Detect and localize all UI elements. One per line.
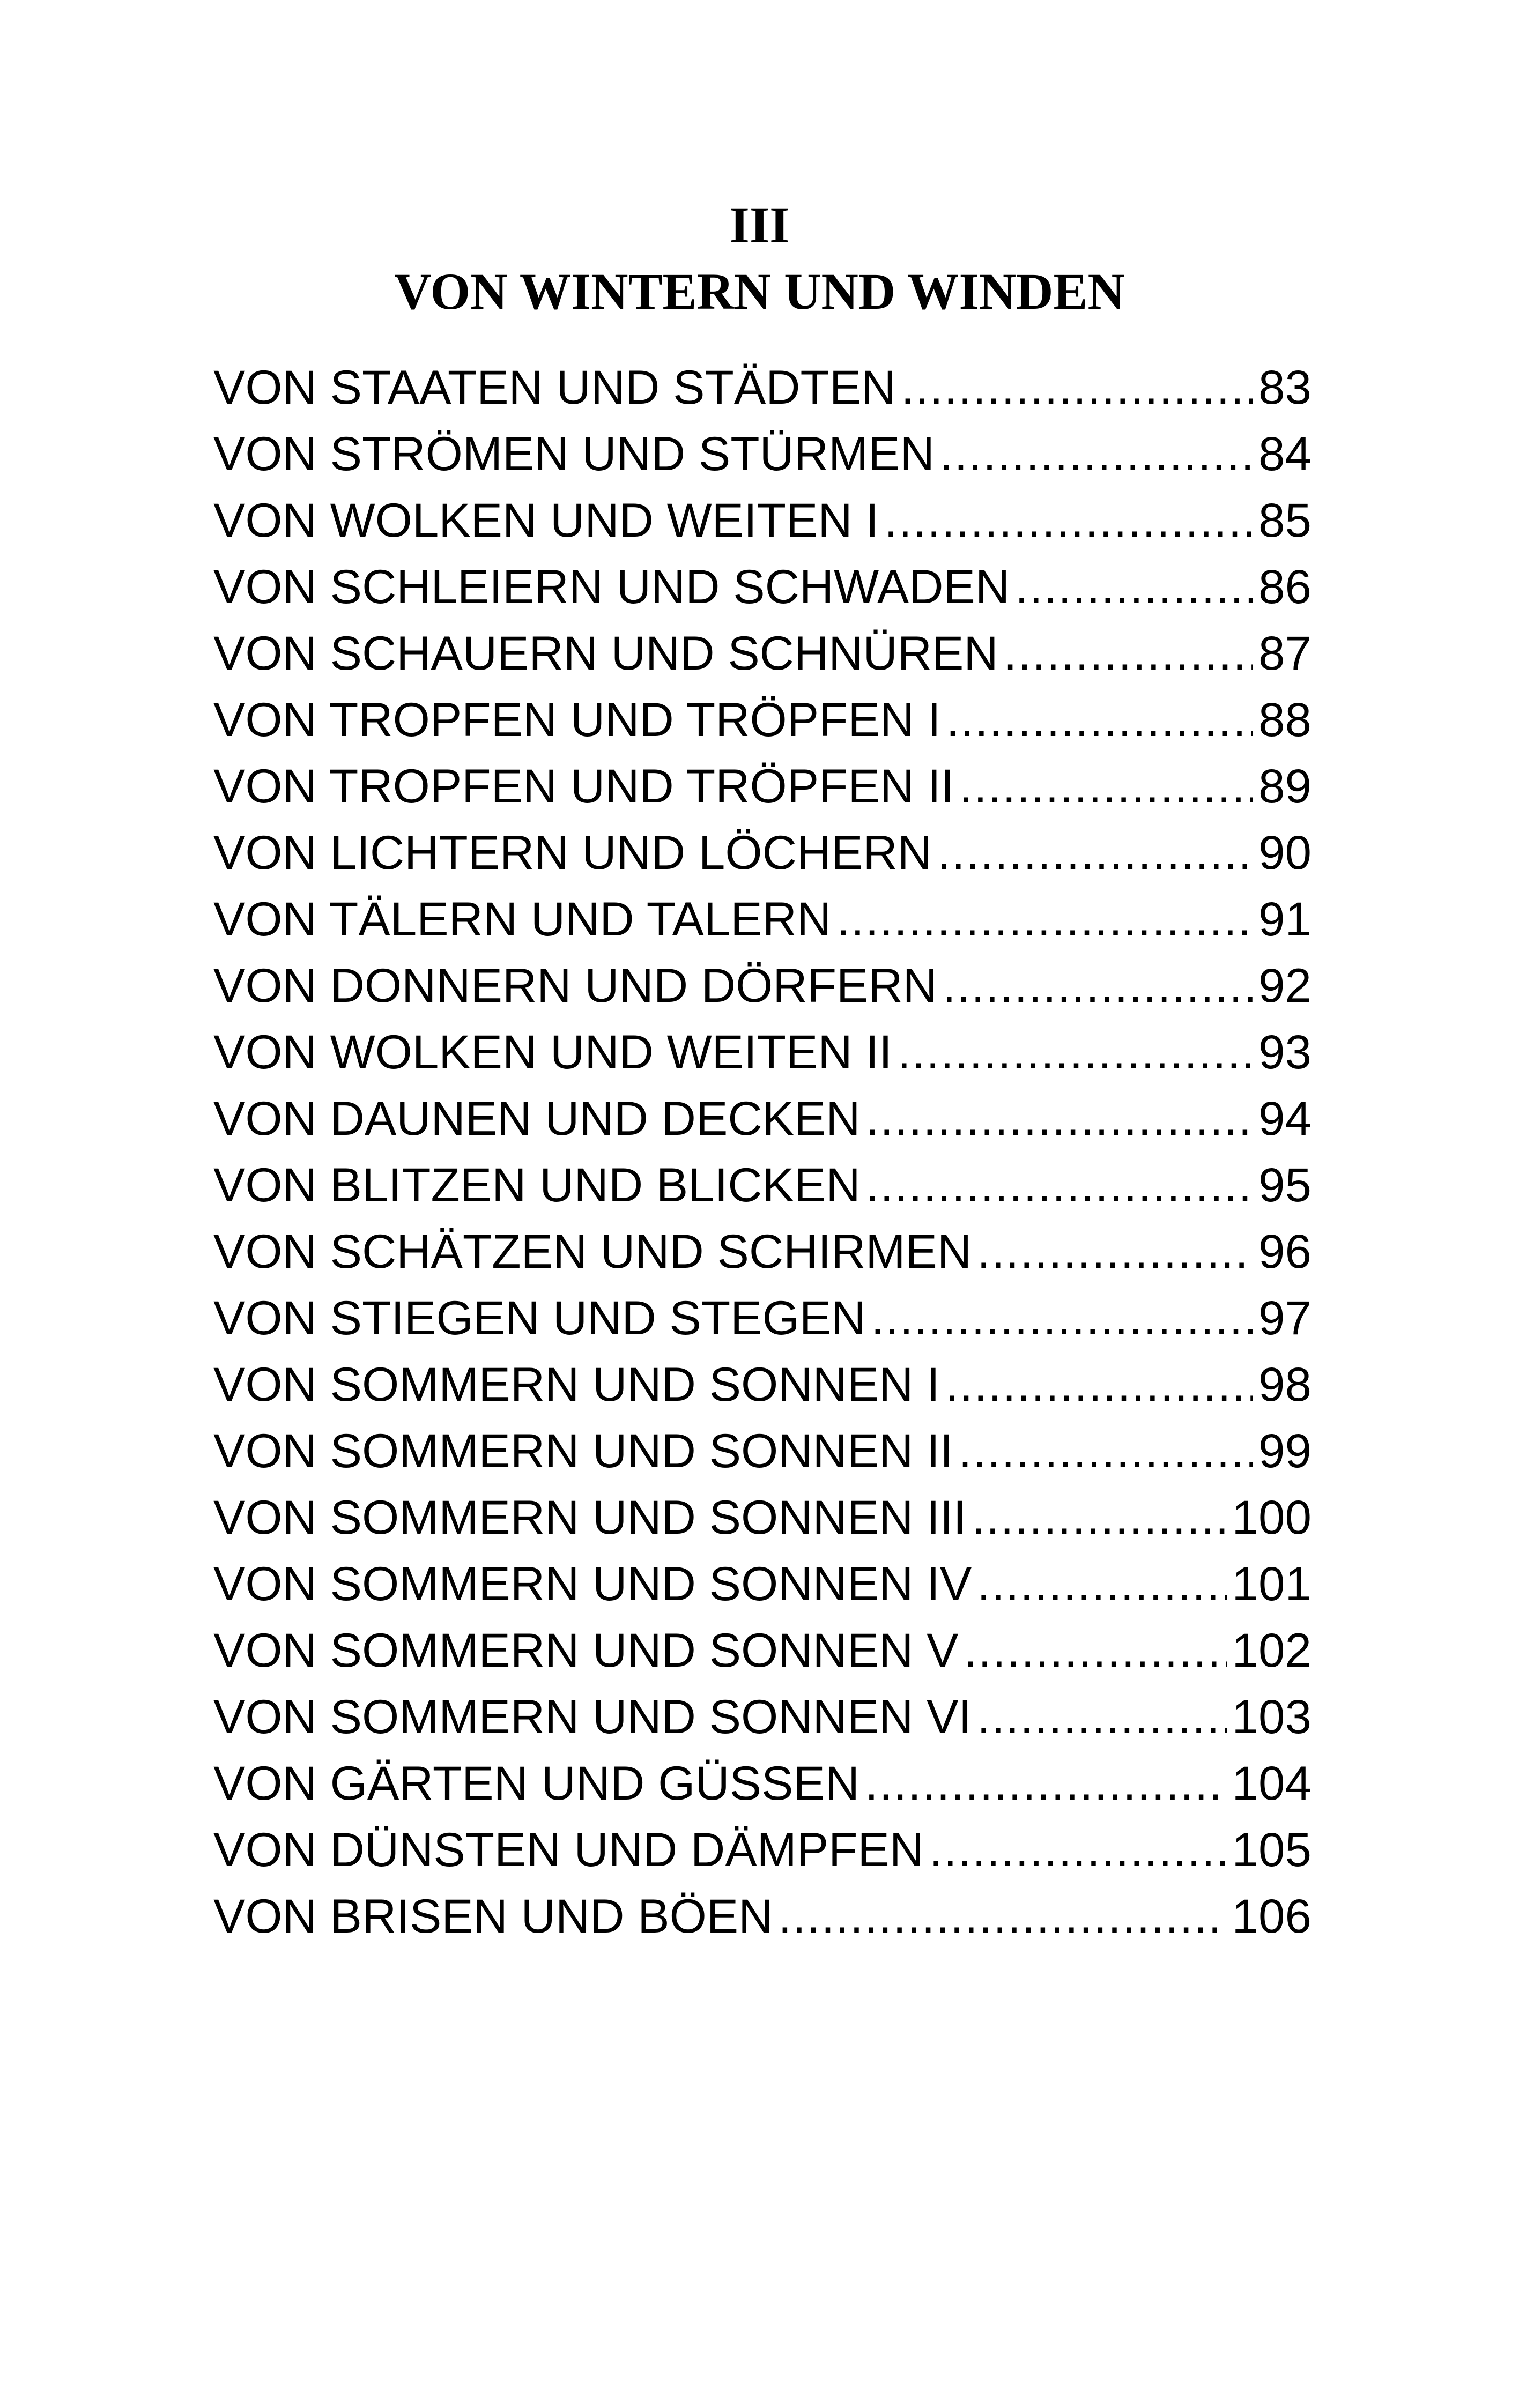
toc-entry-page: 96 bbox=[1258, 1224, 1311, 1278]
toc-entry-title: VON WOLKEN UND WEITEN II bbox=[213, 1025, 892, 1079]
toc-entry-page: 92 bbox=[1258, 958, 1311, 1012]
toc-entry-title: VON TROPFEN UND TRÖPFEN I bbox=[213, 693, 941, 746]
toc-entry bbox=[213, 1883, 1311, 1949]
toc-dot-leader bbox=[866, 1151, 1253, 1218]
toc-dot-leader bbox=[946, 686, 1253, 753]
toc-entry bbox=[213, 1750, 1311, 1816]
toc-dot-leader bbox=[1004, 620, 1253, 686]
toc-dot-leader bbox=[884, 487, 1253, 553]
toc-entry bbox=[213, 1417, 1311, 1484]
toc-dot-leader bbox=[937, 819, 1253, 886]
toc-entry bbox=[213, 1617, 1311, 1683]
toc-dot-leader bbox=[959, 1417, 1253, 1484]
toc-entry bbox=[213, 819, 1311, 886]
toc-entry-page: 94 bbox=[1258, 1091, 1311, 1145]
toc-entry bbox=[213, 1019, 1311, 1085]
toc-entry-page: 95 bbox=[1258, 1158, 1311, 1212]
section-title: VON WINTERN UND WINDEN bbox=[394, 263, 1125, 320]
toc-entry-title: VON SCHÄTZEN UND SCHIRMEN bbox=[213, 1224, 972, 1278]
toc-entry bbox=[213, 753, 1311, 819]
toc-entry bbox=[213, 420, 1311, 487]
toc-entry-page: 103 bbox=[1232, 1690, 1311, 1743]
toc-entry-page: 100 bbox=[1232, 1490, 1311, 1544]
toc-dot-leader bbox=[898, 1019, 1253, 1085]
toc-entry-page: 91 bbox=[1258, 892, 1311, 946]
toc-entry-title: VON SCHLEIERN UND SCHWADEN bbox=[213, 560, 1010, 613]
toc-entry-page: 98 bbox=[1258, 1357, 1311, 1411]
toc-entry bbox=[213, 487, 1311, 553]
toc-dot-leader bbox=[945, 1351, 1253, 1417]
toc-entry-title: VON BLITZEN UND BLICKEN bbox=[213, 1158, 861, 1212]
toc-dot-leader bbox=[977, 1683, 1226, 1750]
toc-entry-title: VON STRÖMEN UND STÜRMEN bbox=[213, 427, 935, 480]
toc-entry-title: VON SOMMERN UND SONNEN II bbox=[213, 1424, 953, 1477]
toc-entry bbox=[213, 1218, 1311, 1284]
toc-dot-leader bbox=[959, 753, 1253, 819]
toc-entry bbox=[213, 686, 1311, 753]
toc-entry-title: VON SCHAUERN UND SCHNÜREN bbox=[213, 626, 998, 680]
toc-dot-leader bbox=[871, 1284, 1254, 1351]
toc-entry-title: VON WOLKEN UND WEITEN I bbox=[213, 493, 879, 547]
toc-dot-leader bbox=[964, 1617, 1227, 1683]
toc-dot-leader bbox=[977, 1550, 1226, 1617]
toc-dot-leader bbox=[943, 952, 1253, 1019]
toc-entry-title: VON DÜNSTEN UND DÄMPFEN bbox=[213, 1823, 924, 1876]
toc-entry-title: VON SOMMERN UND SONNEN V bbox=[213, 1623, 959, 1677]
toc-entry-page: 83 bbox=[1258, 360, 1311, 414]
toc-entry-page: 104 bbox=[1232, 1756, 1311, 1810]
toc-entry-title: VON LICHTERN UND LÖCHERN bbox=[213, 826, 932, 879]
toc-entry-title: VON TROPFEN UND TRÖPFEN II bbox=[213, 759, 954, 813]
toc-entry bbox=[213, 1151, 1311, 1218]
toc-entry bbox=[213, 620, 1311, 686]
toc-dot-leader bbox=[977, 1218, 1253, 1284]
toc-entry-page: 90 bbox=[1258, 826, 1311, 879]
toc-entry-title: VON STAATEN UND STÄDTEN bbox=[213, 360, 896, 414]
toc-entry-title: VON DONNERN UND DÖRFERN bbox=[213, 958, 937, 1012]
toc-entry bbox=[213, 1550, 1311, 1617]
toc-entry-title: VON SOMMERN UND SONNEN III bbox=[213, 1490, 967, 1544]
toc-entry bbox=[213, 1816, 1311, 1883]
toc-entry bbox=[213, 1484, 1311, 1550]
toc-entry-page: 89 bbox=[1258, 759, 1311, 813]
toc-entry-page: 99 bbox=[1258, 1424, 1311, 1477]
toc-dot-leader bbox=[940, 420, 1253, 487]
toc-dot-leader bbox=[866, 1085, 1253, 1151]
toc-entry-page: 106 bbox=[1232, 1889, 1311, 1943]
toc-entry-page: 102 bbox=[1232, 1623, 1311, 1677]
toc-entry bbox=[213, 354, 1311, 420]
toc-entry-page: 93 bbox=[1258, 1025, 1311, 1079]
toc-entry-page: 101 bbox=[1232, 1557, 1311, 1610]
toc-entry bbox=[213, 1085, 1311, 1151]
toc-dot-leader bbox=[972, 1484, 1226, 1550]
toc-entry-page: 97 bbox=[1258, 1291, 1311, 1344]
table-of-contents bbox=[213, 354, 1311, 1949]
toc-entry-title: VON SOMMERN UND SONNEN VI bbox=[213, 1690, 972, 1743]
toc-dot-leader bbox=[778, 1883, 1226, 1949]
section-number: III bbox=[729, 196, 790, 254]
toc-entry-page: 87 bbox=[1258, 626, 1311, 680]
toc-dot-leader bbox=[836, 886, 1253, 952]
toc-entry-page: 88 bbox=[1258, 693, 1311, 746]
toc-entry-title: VON GÄRTEN UND GÜSSEN bbox=[213, 1756, 859, 1810]
toc-entry-title: VON BRISEN UND BÖEN bbox=[213, 1889, 773, 1943]
toc-entry bbox=[213, 952, 1311, 1019]
toc-entry-title: VON STIEGEN UND STEGEN bbox=[213, 1291, 866, 1344]
toc-entry bbox=[213, 553, 1311, 620]
toc-entry-title: VON DAUNEN UND DECKEN bbox=[213, 1091, 861, 1145]
toc-dot-leader bbox=[929, 1816, 1226, 1883]
toc-entry-title: VON SOMMERN UND SONNEN I bbox=[213, 1357, 940, 1411]
toc-entry bbox=[213, 886, 1311, 952]
toc-entry-page: 105 bbox=[1232, 1823, 1311, 1876]
toc-entry-page: 85 bbox=[1258, 493, 1311, 547]
toc-dot-leader bbox=[865, 1750, 1227, 1816]
toc-entry-page: 84 bbox=[1258, 427, 1311, 480]
toc-entry bbox=[213, 1683, 1311, 1750]
toc-entry bbox=[213, 1351, 1311, 1417]
toc-entry-page: 86 bbox=[1258, 560, 1311, 613]
toc-dot-leader bbox=[1015, 553, 1253, 620]
toc-entry bbox=[213, 1284, 1311, 1351]
toc-dot-leader bbox=[901, 354, 1253, 420]
toc-entry-title: VON SOMMERN UND SONNEN IV bbox=[213, 1557, 972, 1610]
toc-entry-title: VON TÄLERN UND TALERN bbox=[213, 892, 832, 946]
